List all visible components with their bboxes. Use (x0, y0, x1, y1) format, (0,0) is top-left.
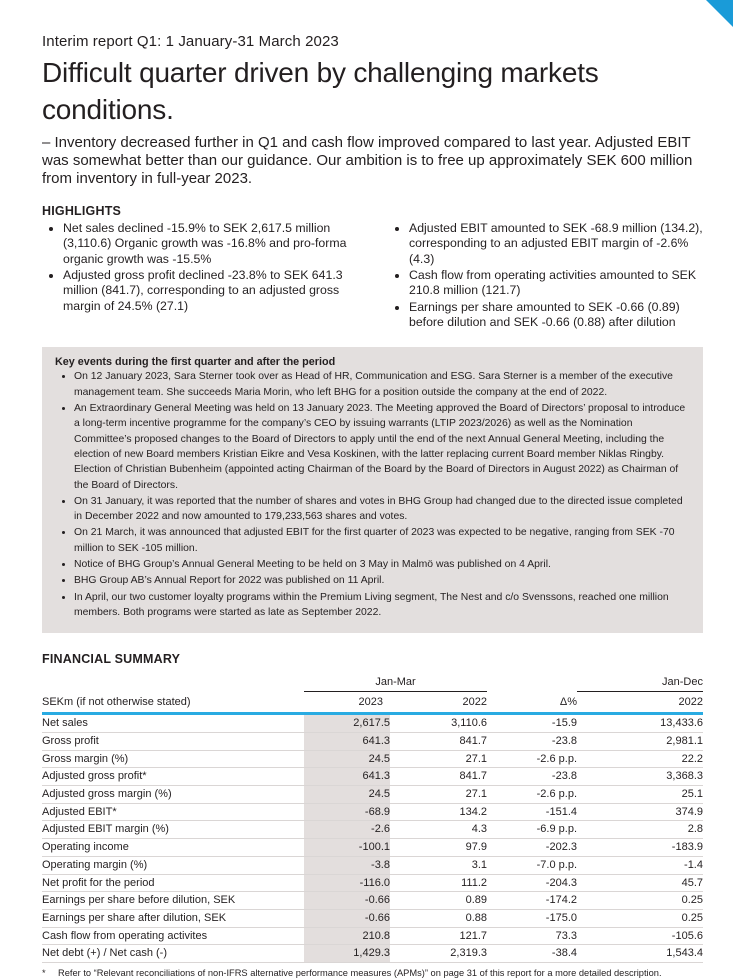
cell-2022: 27.1 (390, 750, 487, 768)
row-label: Adjusted EBIT margin (%) (42, 821, 304, 839)
cell-2023: -100.1 (304, 839, 390, 857)
table-row (42, 909, 703, 927)
cell-2023: -116.0 (304, 874, 390, 892)
cell-fy2022: 374.9 (577, 803, 703, 821)
row-label: Net debt (+) / Net cash (-) (42, 945, 304, 963)
highlights-right-list (388, 221, 703, 332)
cell-2022: 841.7 (390, 732, 487, 750)
row-label: Gross profit (42, 732, 304, 750)
cell-delta: 73.3 (487, 927, 577, 945)
table-row (42, 927, 703, 945)
row-label: Earnings per share before dilution, SEK (42, 892, 304, 910)
footnote-text: Refer to “Relevant reconciliations of non-IFRS alternative performance measures (APMs)” on page 31 of this report for a more detailed description. (58, 968, 662, 979)
cell-2022: 97.9 (390, 839, 487, 857)
report-kicker: Interim report Q1: 1 January-31 March 2023 (42, 33, 339, 50)
cell-2022: 27.1 (390, 785, 487, 803)
cell-2022: 841.7 (390, 768, 487, 786)
table-row (42, 945, 703, 963)
group-header-spacer (487, 676, 577, 692)
row-label: Adjusted gross margin (%) (42, 785, 304, 803)
cell-fy2022: 25.1 (577, 785, 703, 803)
row-label: Adjusted EBIT* (42, 803, 304, 821)
highlights-left-list (42, 221, 364, 332)
bullet-item: • Adjusted EBIT amounted to SEK -68.9 million (134.2), corresponding to an adjusted EBIT margin of -2.6% (4.3) (409, 221, 703, 267)
table-row (42, 785, 703, 803)
cell-2023: -0.66 (304, 892, 390, 910)
column-header-2023: 2023 (304, 692, 390, 714)
cell-2023: 641.3 (304, 732, 390, 750)
group-header-spacer (42, 676, 304, 692)
highlights-heading: HIGHLIGHTS (42, 203, 122, 218)
cell-delta: -6.9 p.p. (487, 821, 577, 839)
cell-2022: 111.2 (390, 874, 487, 892)
financial-summary-table (42, 676, 703, 963)
row-label: Cash flow from operating activites (42, 927, 304, 945)
cell-delta: -15.9 (487, 714, 577, 733)
page-title: Difficult quarter driven by challenging markets conditions. (42, 57, 599, 125)
cell-fy2022: 3,368.3 (577, 768, 703, 786)
row-label: Net profit for the period (42, 874, 304, 892)
cell-2022: 2,319.3 (390, 945, 487, 963)
cell-fy2022: 0.25 (577, 892, 703, 910)
table-row (42, 732, 703, 750)
bullet-item: • On 21 March, it was announced that adjusted EBIT for the first quarter of 2023 was expected to be negative, ranging from SEK -70 million to SEK -105 million. (74, 525, 689, 556)
cell-fy2022: 1,543.4 (577, 945, 703, 963)
bullet-item: • Adjusted gross profit declined -23.8% to SEK 641.3 million (841.7), corresponding to an adjusted gross margin of 24.5% (27.1) (63, 268, 364, 314)
cell-fy2022: 0.25 (577, 909, 703, 927)
table-row (42, 839, 703, 857)
bullet-item: • Net sales declined -15.9% to SEK 2,617.5 million (3,110.6) Organic growth was -16.8% and pro-forma organic growth was -15.5% (63, 221, 364, 267)
bullet-item: • In April, our two customer loyalty programs within the Premium Living segment, The Nest and c/o Svenssons, reached one million members. Both programs were started as late as September 2022. (74, 590, 689, 621)
bullet-item: • Notice of BHG Group’s Annual General Meeting to be held on 3 May in Malmö was published on 4 April. (74, 557, 689, 572)
cell-fy2022: -183.9 (577, 839, 703, 857)
cell-fy2022: 22.2 (577, 750, 703, 768)
cell-2022: 0.88 (390, 909, 487, 927)
cell-delta: -38.4 (487, 945, 577, 963)
column-group-jan-mar: Jan-Mar (304, 676, 487, 692)
bullet-item: • Cash flow from operating activities amounted to SEK 210.8 million (121.7) (409, 268, 703, 299)
cell-2023: -2.6 (304, 821, 390, 839)
cell-delta: -23.8 (487, 768, 577, 786)
cell-fy2022: 13,433.6 (577, 714, 703, 733)
cell-delta: -202.3 (487, 839, 577, 857)
row-label: Net sales (42, 714, 304, 733)
cell-2023: 641.3 (304, 768, 390, 786)
cell-delta: -174.2 (487, 892, 577, 910)
cell-delta: -23.8 (487, 732, 577, 750)
row-label: Gross margin (%) (42, 750, 304, 768)
column-header-2022: 2022 (390, 692, 487, 714)
table-row (42, 768, 703, 786)
table-row (42, 856, 703, 874)
cell-delta: -7.0 p.p. (487, 856, 577, 874)
column-group-jan-dec: Jan-Dec (577, 676, 703, 692)
column-header-sekm: SEKm (if not otherwise stated) (42, 692, 304, 714)
table-group-header-row (42, 676, 703, 692)
table-row (42, 714, 703, 733)
cell-delta: -175.0 (487, 909, 577, 927)
table-footnote (42, 967, 703, 979)
table-row (42, 803, 703, 821)
table-header-row (42, 692, 703, 714)
cell-2022: 0.89 (390, 892, 487, 910)
cell-fy2022: -1.4 (577, 856, 703, 874)
cell-2023: 24.5 (304, 750, 390, 768)
column-header-delta: Δ% (487, 692, 577, 714)
cell-fy2022: 2,981.1 (577, 732, 703, 750)
bullet-item: • On 31 January, it was reported that the number of shares and votes in BHG Group had changed due to the directed issue completed in December 2022 and now amounted to 179,233,563 shares and votes. (74, 494, 689, 525)
cell-fy2022: 45.7 (577, 874, 703, 892)
row-label: Operating margin (%) (42, 856, 304, 874)
financial-summary-heading: FINANCIAL SUMMARY (42, 652, 181, 667)
table-row (42, 821, 703, 839)
cell-2023: 1,429.3 (304, 945, 390, 963)
key-events-box (42, 347, 703, 633)
bullet-item: • An Extraordinary General Meeting was held on 13 January 2023. The Meeting approved the Board of Directors’ proposal to introduce a long-term incentive programme for the company’s CEO by issuing warrants (LTIP 2023/2026) as well as the Nomination Committee’s proposed changes to the Board of Directors to apply until the end of the next Annual General Meeting, including the election of new Board members Kristian Eikre and Vesa Koskinen, with the latter replacing current Board member Niklas Ringby. Election of Christian Bubenheim (appointed acting Chairman of the Board by the Board of Directors in August 2022) as Chairman of the Board of Directors. (74, 401, 689, 493)
cell-2023: -0.66 (304, 909, 390, 927)
cell-2022: 121.7 (390, 927, 487, 945)
cell-fy2022: 2.8 (577, 821, 703, 839)
cell-2022: 3.1 (390, 856, 487, 874)
key-events-list (55, 369, 689, 620)
bullet-item: • Earnings per share amounted to SEK -0.66 (0.89) before dilution and SEK -0.66 (0.88) after dilution (409, 300, 703, 331)
cell-2023: -3.8 (304, 856, 390, 874)
row-label: Adjusted gross profit* (42, 768, 304, 786)
bullet-item: • BHG Group AB’s Annual Report for 2022 was published on 11 April. (74, 573, 689, 588)
bullet-item: • On 12 January 2023, Sara Sterner took over as Head of HR, Communication and ESG. Sara Sterner is a member of the executive management team. She succeeds Maria Morin, who left BHG for a position outside the company at the end of 2022. (74, 369, 689, 400)
cell-delta: -204.3 (487, 874, 577, 892)
cell-2022: 4.3 (390, 821, 487, 839)
key-events-heading: Key events during the first quarter and after the period (55, 356, 336, 369)
table-row (42, 874, 703, 892)
cell-fy2022: -105.6 (577, 927, 703, 945)
footnote-marker: * (42, 968, 46, 979)
row-label: Earnings per share after dilution, SEK (42, 909, 304, 927)
cell-2023: 24.5 (304, 785, 390, 803)
table-row (42, 750, 703, 768)
cell-2022: 134.2 (390, 803, 487, 821)
row-label: Operating income (42, 839, 304, 857)
cell-2023: -68.9 (304, 803, 390, 821)
cell-delta: -2.6 p.p. (487, 750, 577, 768)
column-header-fy2022: 2022 (577, 692, 703, 714)
cell-2022: 3,110.6 (390, 714, 487, 733)
cell-2023: 2,617.5 (304, 714, 390, 733)
cell-delta: -151.4 (487, 803, 577, 821)
lead-paragraph: – Inventory decreased further in Q1 and cash flow improved compared to last year. Adjusted EBIT was somewhat better than our guidance. Our ambition is to free up approximately SEK 600 million from inventory in full-year 2023. (42, 133, 693, 187)
cell-2023: 210.8 (304, 927, 390, 945)
cell-delta: -2.6 p.p. (487, 785, 577, 803)
highlights-section (42, 221, 703, 332)
